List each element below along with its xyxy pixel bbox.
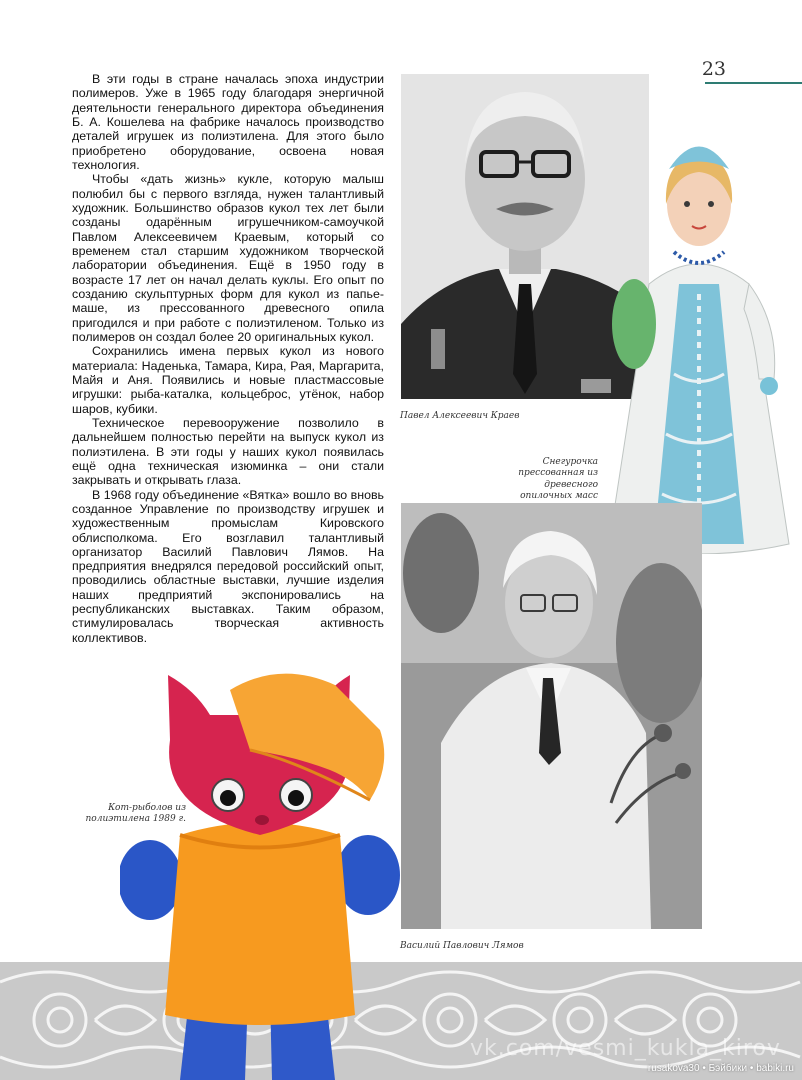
snegurochka-doll-image — [604, 134, 794, 554]
cat-fisher-toy-image — [120, 660, 400, 1080]
caption-cat: Кот-рыболов из полиэтилена 1989 г. — [85, 803, 186, 825]
page-number: 23 — [701, 58, 726, 80]
vk-watermark: vk.com/vesmi_kukla_kirov — [470, 1036, 781, 1061]
paragraph-3: Сохранились имена первых кукол из нового материала: Наденька, Тамара, Кира, Рая, Маргарита, Майя и Аня. Появились и новые пластмассовые игрушки: рыба-каталка, кольцеброс, утёнок, набор шаров, кубики. — [72, 344, 384, 416]
paragraph-5: В 1968 году объединение «Вятка» вошло во вновь созданное Управление по производству игрушек и художественным промыслам Кировского облисполкома. Его возглавил талантливый организатор Василий Павлович Лямов. На предприятия внедрялся передовой российский опыт, проводились областные выставки, лучшие изделия наших предприятий экспонировались на республиканских выставках. Таким образом, стимулировалась творческая активность коллективов. — [72, 487, 384, 645]
caption-snegurochka: Снегурочка прессованная из древесного опилочных масс — [518, 457, 598, 501]
paragraph-4: Техническое перевооружение позволило в дальнейшем полностью перейти на выпуск кукол из полиэтилена. В эти годы у наших кукол появилась ещё одна техническая изюминка – они стали закрывать и открывать глаза. — [72, 415, 384, 488]
page-number-rule — [705, 82, 802, 84]
portrait-photo-lyamov — [401, 503, 702, 929]
caption-kraev: Павел Алексеевич Краев — [400, 411, 520, 421]
caption-lyamov: Василий Павлович Лямов — [400, 941, 524, 951]
article-text — [72, 72, 384, 645]
credit-watermark: rusakova30 • Бэйбики • babiki.ru — [647, 1063, 794, 1074]
paragraph-2: Чтобы «дать жизнь» кукле, которую малыш полюбил бы с первого взгляда, нужен талантливый художник. Большинство образов кукол тех лет были созданы одарённым игрушечником-самоучкой Павлом Алексеевичем Краевым, который со временем стал старшим художником творческой лаборатории объединения. Ещё в 1950 году в возрасте 17 лет он начал делать куклы. Его опыт по созданию скульптурных форм для кукол из папье-маше, из прессованного древесного опила пригодился и при работе с полиэтиленом. Только из полимеров он создал более 20 оригинальных кукол. — [72, 172, 384, 344]
paragraph-1: В эти годы в стране началась эпоха индустрии полимеров. Уже в 1965 году благодаря энергичной деятельности генерального директора объединения Б. А. Кошелева на фабрике началось производство деталей игрушек из полиэтилена. Для этого было приобретено оборудование, освоена новая технология. — [72, 72, 384, 172]
